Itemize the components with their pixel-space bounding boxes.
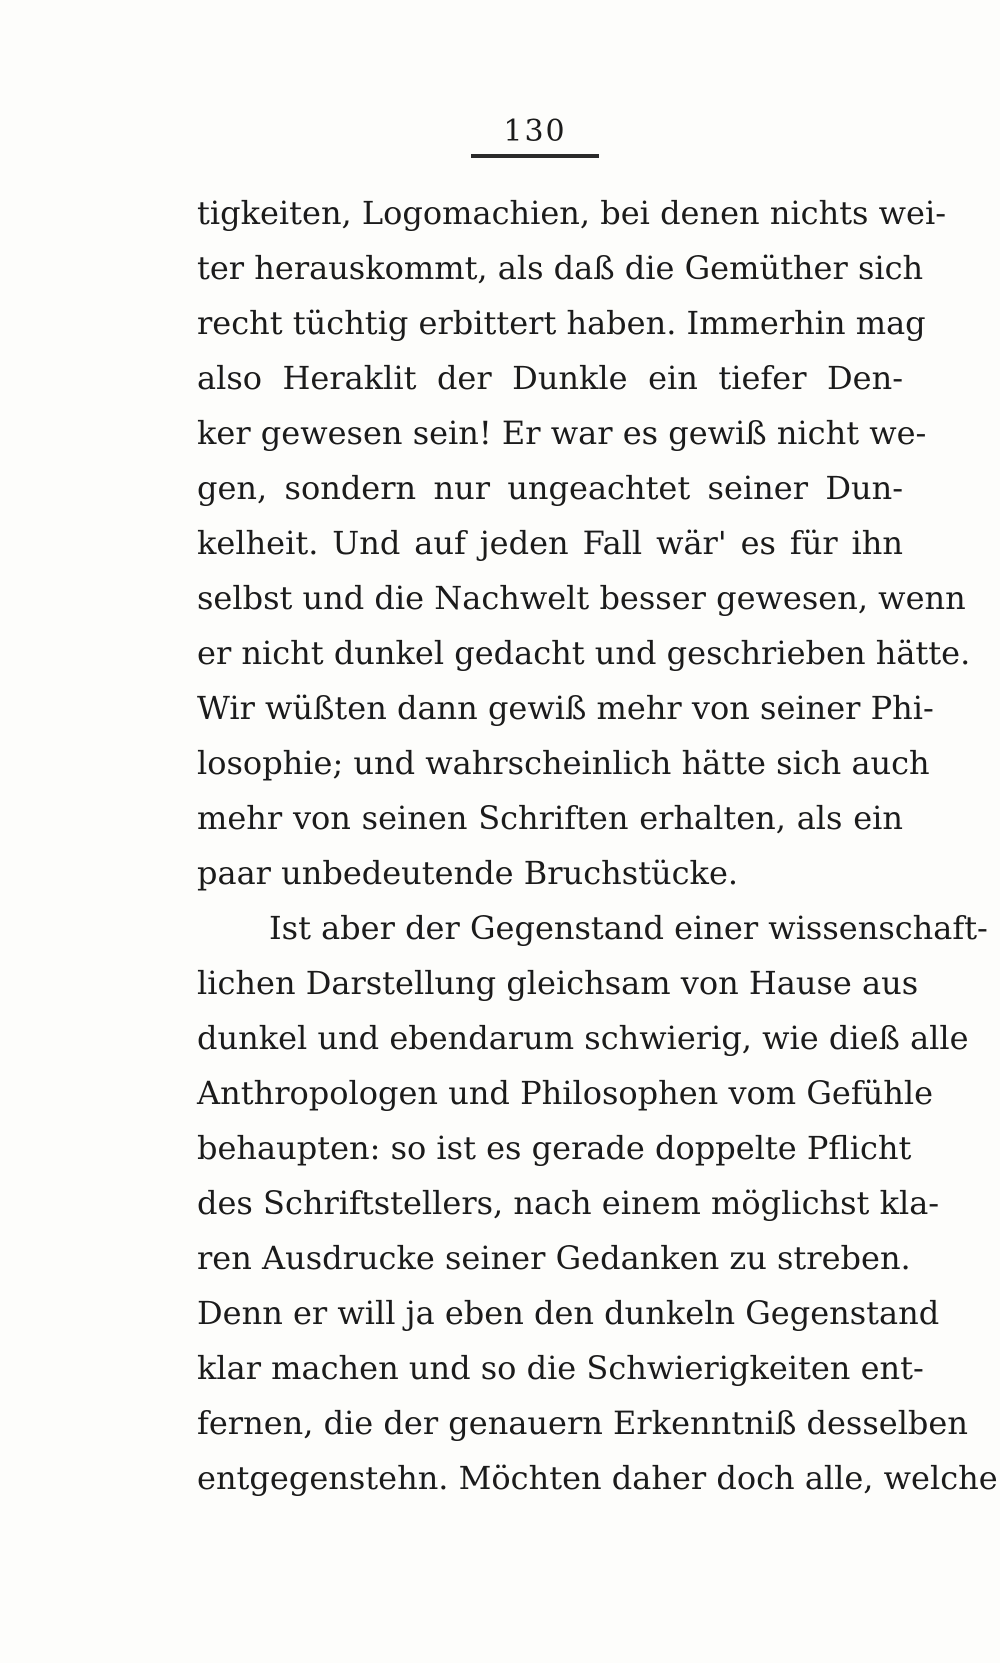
text-line: ter herauskommt, als daß die Gemüther sich bbox=[197, 249, 924, 287]
text-line: klar machen und so die Schwierigkeiten ent- bbox=[197, 1349, 924, 1387]
text-line: recht tüchtig erbittert haben. Immerhin mag bbox=[197, 304, 926, 342]
page-number-rule bbox=[471, 154, 599, 158]
text-line: mehr von seinen Schriften erhalten, als ein bbox=[197, 799, 903, 837]
text-line: Denn er will ja eben den dunkeln Gegenstand bbox=[197, 1294, 940, 1332]
text-line: Wir wüßten dann gewiß mehr von seiner Phi- bbox=[197, 689, 934, 727]
body-text bbox=[197, 186, 998, 1506]
text-line: er nicht dunkel gedacht und geschrieben hätte. bbox=[197, 634, 971, 672]
text-line: lichen Darstellung gleichsam von Hause aus bbox=[197, 964, 919, 1002]
text-line: kelheit. Und auf jeden Fall wär' es für ihn bbox=[197, 524, 903, 562]
text-line: losophie; und wahrscheinlich hätte sich auch bbox=[197, 744, 930, 782]
text-line: fernen, die der genauern Erkenntniß desselben bbox=[197, 1404, 968, 1442]
text-line: paar unbedeutende Bruchstücke. bbox=[197, 854, 739, 892]
page-number: 130 bbox=[503, 114, 567, 149]
text-line: Ist aber der Gegenstand einer wissenschaft- bbox=[269, 909, 988, 947]
text-line: Anthropologen und Philosophen vom Gefühle bbox=[197, 1074, 934, 1112]
text-line: dunkel und ebendarum schwierig, wie dieß alle bbox=[197, 1019, 969, 1057]
text-line: tigkeiten, Logomachien, bei denen nichts wei- bbox=[197, 194, 947, 232]
text-line: des Schriftstellers, nach einem möglichst kla- bbox=[197, 1184, 940, 1222]
text-line: entgegenstehn. Möchten daher doch alle, welche bbox=[197, 1459, 998, 1497]
text-line: ren Ausdrucke seiner Gedanken zu streben. bbox=[197, 1239, 911, 1277]
text-line: ker gewesen sein! Er war es gewiß nicht we- bbox=[197, 414, 927, 452]
text-line: behaupten: so ist es gerade doppelte Pflicht bbox=[197, 1129, 912, 1167]
text-line: gen, sondern nur ungeachtet seiner Dun- bbox=[197, 469, 903, 507]
text-line: also Heraklit der Dunkle ein tiefer Den- bbox=[197, 359, 903, 397]
text-line: selbst und die Nachwelt besser gewesen, wenn bbox=[197, 579, 966, 617]
page-header bbox=[470, 112, 600, 158]
